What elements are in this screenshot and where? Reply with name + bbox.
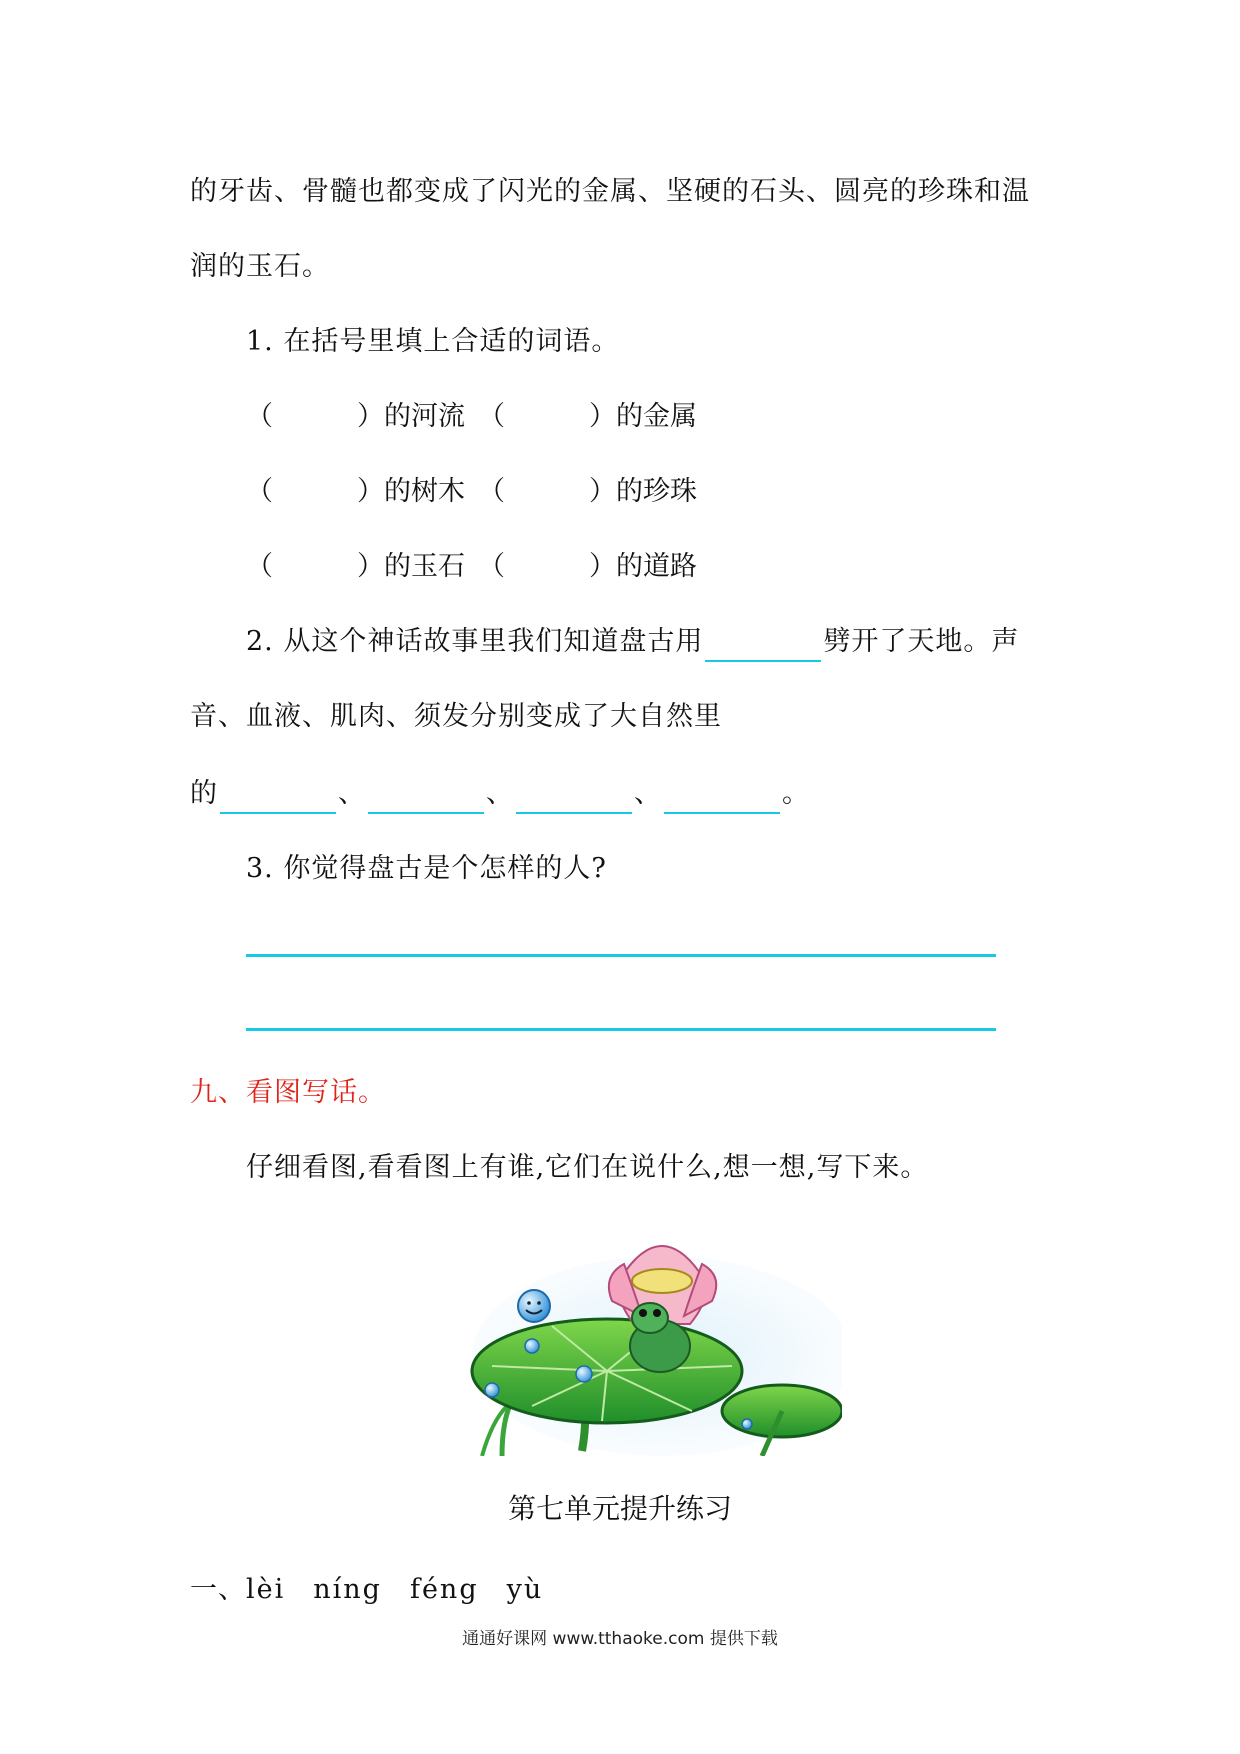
pinyin-item: yù [506, 1574, 544, 1605]
answer-line[interactable] [246, 1028, 996, 1031]
q1-item[interactable]: （ ）的树木 [246, 476, 465, 507]
q2-blank[interactable] [368, 784, 484, 814]
pinyin-item: lèi [246, 1574, 286, 1605]
answer-line[interactable] [246, 954, 996, 957]
water-drop-character [518, 1290, 550, 1322]
pinyin-item: féng [409, 1574, 479, 1605]
section-9-instruction: 仔细看图,看看图上有谁,它们在说什么,想一想,写下来。 [246, 1152, 929, 1183]
lotus-frog-illustration [462, 1206, 842, 1456]
q1-item[interactable]: （ ）的道路 [478, 551, 697, 582]
q2-blank[interactable] [516, 784, 632, 814]
q2-line-1: 2. 从这个神话故事里我们知道盘古用 劈开了天地。声 [246, 622, 1019, 662]
q2-blank[interactable] [705, 632, 821, 662]
pinyin-item: níng [313, 1574, 382, 1605]
q2-line-2: 音、血液、肌肉、须发分别变成了大自然里 [190, 701, 722, 732]
q1-row [246, 472, 710, 512]
footer-source: 通通好课网 www.tthaoke.com 提供下载 [462, 1629, 778, 1649]
lotus-seedpod [632, 1269, 692, 1293]
q2-blank[interactable] [220, 784, 336, 814]
q1-row [246, 547, 710, 587]
q2-blank[interactable] [664, 784, 780, 814]
q1-item[interactable]: （ ）的河流 [246, 401, 465, 432]
section-1-pinyin-row: 一、lèi níng féng yù [190, 1570, 571, 1610]
q3-prompt: 3. 你觉得盘古是个怎样的人? [246, 853, 607, 884]
passage-line-2: 润的玉石。 [190, 251, 330, 282]
q1-item[interactable]: （ ）的玉石 [246, 551, 465, 582]
q1-item[interactable]: （ ）的金属 [478, 401, 697, 432]
q1-prompt: 1. 在括号里填上合适的词语。 [246, 326, 620, 357]
section-9-heading: 九、看图写话。 [190, 1077, 386, 1108]
q1-item[interactable]: （ ）的珍珠 [478, 476, 697, 507]
q1-row [246, 397, 710, 437]
q2-line-3: 的 、 、 、 。 [190, 774, 810, 814]
passage-line-1: 的牙齿、骨髓也都变成了闪光的金属、坚硬的石头、圆亮的珍珠和温 [190, 176, 1030, 207]
unit-title: 第七单元提升练习 [507, 1492, 732, 1525]
